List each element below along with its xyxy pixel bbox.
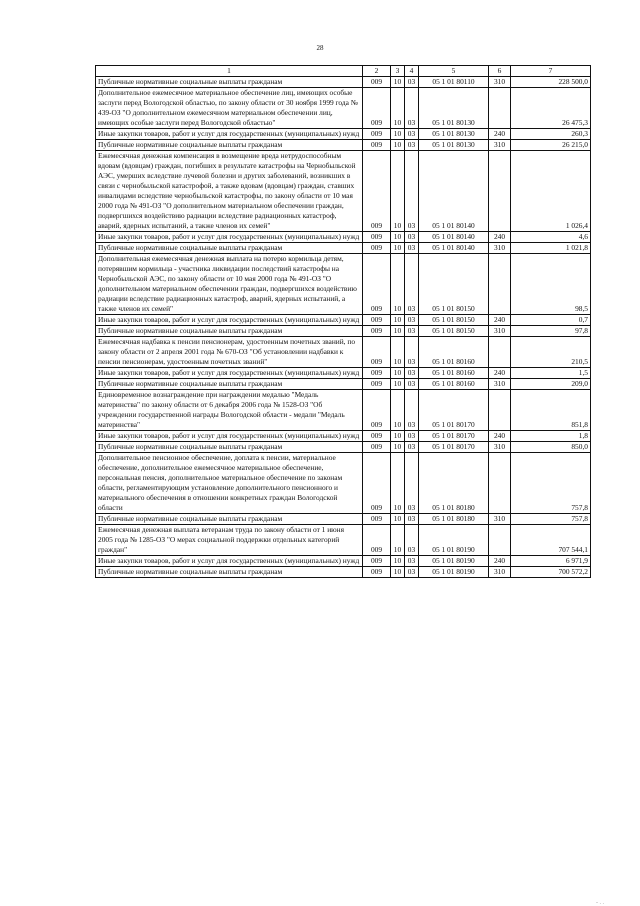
row-target-article: 05 1 01 80130 — [419, 129, 489, 140]
row-amount: 1 021,8 — [511, 243, 591, 254]
row-expense-type: 310 — [489, 243, 511, 254]
row-description: Иные закупки товаров, работ и услуг для государственных (муниципальных) нужд — [96, 129, 363, 140]
table-row — [96, 140, 591, 151]
row-expense-type: 310 — [489, 567, 511, 578]
row-expense-type: 310 — [489, 379, 511, 390]
row-amount: 6 971,9 — [511, 556, 591, 567]
row-ministry-code: 009 — [363, 337, 391, 368]
row-section-code: 10 — [391, 232, 405, 243]
row-ministry-code: 009 — [363, 129, 391, 140]
row-target-article: 05 1 01 80170 — [419, 442, 489, 453]
row-expense-type: 310 — [489, 326, 511, 337]
table-row — [96, 431, 591, 442]
row-section-code: 10 — [391, 379, 405, 390]
table-row — [96, 232, 591, 243]
row-subsection-code: 03 — [405, 525, 419, 556]
table-row — [96, 567, 591, 578]
row-subsection-code: 03 — [405, 254, 419, 315]
row-ministry-code: 009 — [363, 140, 391, 151]
row-subsection-code: 03 — [405, 243, 419, 254]
row-section-code: 10 — [391, 254, 405, 315]
row-target-article: 05 1 01 80110 — [419, 77, 489, 88]
row-amount: 209,0 — [511, 379, 591, 390]
row-expense-type: 310 — [489, 140, 511, 151]
row-description: Иные закупки товаров, работ и услуг для государственных (муниципальных) нужд — [96, 556, 363, 567]
row-description: Публичные нормативные социальные выплаты гражданам — [96, 77, 363, 88]
row-section-code: 10 — [391, 337, 405, 368]
row-amount: 98,5 — [511, 254, 591, 315]
table-row — [96, 525, 591, 556]
row-subsection-code: 03 — [405, 337, 419, 368]
row-expense-type: 310 — [489, 442, 511, 453]
table-row — [96, 326, 591, 337]
row-section-code: 10 — [391, 315, 405, 326]
row-ministry-code: 009 — [363, 243, 391, 254]
table-row — [96, 151, 591, 232]
row-description: Ежемесячная денежная компенсация в возмещение вреда нетрудоспособным вдовам (вдовцам) граждан, погибших в результате катастрофы на Чернобыльской АЭС, умерших вследствие лучевой болезни и других заболеваний, возникших в связи с чернобыльской катастрофой, а также вдовам (вдовцам) граждан, ставших инвалидами вследствие чернобыльской катастрофы, по закону области от 10 мая 2000 года № 491-ОЗ "О дополнительном материальном обеспечении граждан, подвергшихся воздействию радиации вследствие радиационных катастроф, аварий, ядерных испытаний, а также членов их семей" — [96, 151, 363, 232]
row-amount: 707 544,1 — [511, 525, 591, 556]
row-target-article: 05 1 01 80190 — [419, 525, 489, 556]
table-row — [96, 88, 591, 129]
row-amount: 210,5 — [511, 337, 591, 368]
row-amount: 1,8 — [511, 431, 591, 442]
row-subsection-code: 03 — [405, 88, 419, 129]
budget-table — [95, 65, 591, 578]
row-subsection-code: 03 — [405, 140, 419, 151]
row-ministry-code: 009 — [363, 326, 391, 337]
row-amount: 850,0 — [511, 442, 591, 453]
row-expense-type — [489, 390, 511, 431]
row-target-article: 05 1 01 80150 — [419, 315, 489, 326]
row-subsection-code: 03 — [405, 379, 419, 390]
row-description: Дополнительное пенсионное обеспечение, доплата к пенсии, материальное обеспечение, дополнительное ежемесячное материальное обеспечение, персональная пенсия, дополнительное материальное обеспечение по законам области, регламентирующим установление дополнительного пенсионного и материального обеспечения в отношении конкретных граждан Вологодской области — [96, 453, 363, 514]
row-amount: 26 215,0 — [511, 140, 591, 151]
row-target-article: 05 1 01 80170 — [419, 390, 489, 431]
row-amount: 757,8 — [511, 514, 591, 525]
row-ministry-code: 009 — [363, 368, 391, 379]
row-section-code: 10 — [391, 368, 405, 379]
row-amount: 228 500,0 — [511, 77, 591, 88]
row-subsection-code: 03 — [405, 129, 419, 140]
row-description: Ежемесячная денежная выплата ветеранам труда по закону области от 1 июня 2005 года № 1285-ОЗ "О мерах социальной поддержки отдельных категорий граждан" — [96, 525, 363, 556]
table-header-row — [96, 66, 591, 77]
row-section-code: 10 — [391, 140, 405, 151]
row-amount: 1,5 — [511, 368, 591, 379]
row-amount: 4,6 — [511, 232, 591, 243]
row-description: Иные закупки товаров, работ и услуг для государственных (муниципальных) нужд — [96, 315, 363, 326]
column-header: 5 — [419, 66, 489, 77]
row-ministry-code: 009 — [363, 315, 391, 326]
row-subsection-code: 03 — [405, 442, 419, 453]
row-expense-type: 240 — [489, 129, 511, 140]
row-ministry-code: 009 — [363, 567, 391, 578]
row-ministry-code: 009 — [363, 379, 391, 390]
row-subsection-code: 03 — [405, 514, 419, 525]
row-description: Публичные нормативные социальные выплаты гражданам — [96, 379, 363, 390]
table-row — [96, 556, 591, 567]
row-ministry-code: 009 — [363, 77, 391, 88]
row-ministry-code: 009 — [363, 88, 391, 129]
row-description: Иные закупки товаров, работ и услуг для государственных (муниципальных) нужд — [96, 232, 363, 243]
row-target-article: 05 1 01 80160 — [419, 337, 489, 368]
row-target-article: 05 1 01 80180 — [419, 453, 489, 514]
row-subsection-code: 03 — [405, 77, 419, 88]
row-section-code: 10 — [391, 151, 405, 232]
row-expense-type — [489, 453, 511, 514]
row-ministry-code: 009 — [363, 390, 391, 431]
row-amount: 26 475,3 — [511, 88, 591, 129]
row-expense-type — [489, 337, 511, 368]
table-row — [96, 337, 591, 368]
table-row — [96, 243, 591, 254]
row-subsection-code: 03 — [405, 390, 419, 431]
row-section-code: 10 — [391, 442, 405, 453]
row-expense-type: 310 — [489, 77, 511, 88]
row-description: Публичные нормативные социальные выплаты гражданам — [96, 514, 363, 525]
row-subsection-code: 03 — [405, 151, 419, 232]
row-section-code: 10 — [391, 243, 405, 254]
row-section-code: 10 — [391, 77, 405, 88]
row-ministry-code: 009 — [363, 254, 391, 315]
row-target-article: 05 1 01 80140 — [419, 151, 489, 232]
row-amount: 260,3 — [511, 129, 591, 140]
column-header: 4 — [405, 66, 419, 77]
row-description: Иные закупки товаров, работ и услуг для государственных (муниципальных) нужд — [96, 431, 363, 442]
row-amount: 700 572,2 — [511, 567, 591, 578]
row-description: Публичные нормативные социальные выплаты гражданам — [96, 140, 363, 151]
row-subsection-code: 03 — [405, 431, 419, 442]
column-header: 1 — [96, 66, 363, 77]
row-target-article: 05 1 01 80150 — [419, 254, 489, 315]
row-target-article: 05 1 01 80190 — [419, 567, 489, 578]
row-section-code: 10 — [391, 390, 405, 431]
row-section-code: 10 — [391, 567, 405, 578]
row-expense-type: 240 — [489, 232, 511, 243]
row-target-article: 05 1 01 80130 — [419, 140, 489, 151]
row-target-article: 05 1 01 80150 — [419, 326, 489, 337]
row-target-article: 05 1 01 80140 — [419, 232, 489, 243]
row-section-code: 10 — [391, 431, 405, 442]
table-row — [96, 442, 591, 453]
row-expense-type — [489, 151, 511, 232]
row-section-code: 10 — [391, 129, 405, 140]
row-ministry-code: 009 — [363, 453, 391, 514]
row-ministry-code: 009 — [363, 442, 391, 453]
row-ministry-code: 009 — [363, 431, 391, 442]
row-expense-type: 240 — [489, 368, 511, 379]
table-row — [96, 254, 591, 315]
row-description: Ежемесячная надбавка к пенсии пенсионерам, удостоенным почетных званий, по закону области от 2 апреля 2001 года № 670-ОЗ "Об установлении надбавки к пенсии пенсионерам, удостоенным почетных званий" — [96, 337, 363, 368]
column-header: 3 — [391, 66, 405, 77]
row-amount: 757,8 — [511, 453, 591, 514]
page-number: 28 — [316, 44, 324, 52]
row-expense-type: 240 — [489, 431, 511, 442]
column-header: 6 — [489, 66, 511, 77]
row-amount: 0,7 — [511, 315, 591, 326]
row-ministry-code: 009 — [363, 151, 391, 232]
row-subsection-code: 03 — [405, 232, 419, 243]
row-subsection-code: 03 — [405, 567, 419, 578]
table-row — [96, 390, 591, 431]
row-expense-type — [489, 525, 511, 556]
row-subsection-code: 03 — [405, 453, 419, 514]
scan-mark: - . . — [596, 900, 604, 906]
column-header: 7 — [511, 66, 591, 77]
row-expense-type: 240 — [489, 315, 511, 326]
row-expense-type: 240 — [489, 556, 511, 567]
row-target-article: 05 1 01 80190 — [419, 556, 489, 567]
row-target-article: 05 1 01 80140 — [419, 243, 489, 254]
row-amount: 97,8 — [511, 326, 591, 337]
row-target-article: 05 1 01 80160 — [419, 368, 489, 379]
row-amount: 851,8 — [511, 390, 591, 431]
table-row — [96, 129, 591, 140]
row-ministry-code: 009 — [363, 525, 391, 556]
row-subsection-code: 03 — [405, 315, 419, 326]
row-description: Дополнительное ежемесячное материальное обеспечение лиц, имеющих особые заслуги перед Вологодской областью, по закону области от 30 ноября 1999 года № 439-ОЗ "О дополнительном ежемесячном материальном обеспечении лиц, имеющих особые заслуги перед Вологодской областью" — [96, 88, 363, 129]
row-description: Дополнительная ежемесячная денежная выплата на потерю кормильца детям, потерявшим кормильца - участника ликвидации последствий катастрофы на Чернобыльской АЭС, по закону области от 10 мая 2000 года № 491-ОЗ "О дополнительном материальном обеспечении граждан, подвергшихся воздействию радиации вследствие радиационных катастроф, аварий, ядерных испытаний, а также членов их семей" — [96, 254, 363, 315]
row-section-code: 10 — [391, 556, 405, 567]
table-row — [96, 514, 591, 525]
column-header: 2 — [363, 66, 391, 77]
row-target-article: 05 1 01 80130 — [419, 88, 489, 129]
row-description: Публичные нормативные социальные выплаты гражданам — [96, 243, 363, 254]
table-row — [96, 453, 591, 514]
row-section-code: 10 — [391, 326, 405, 337]
row-amount: 1 026,4 — [511, 151, 591, 232]
table-row — [96, 379, 591, 390]
row-description: Иные закупки товаров, работ и услуг для государственных (муниципальных) нужд — [96, 368, 363, 379]
row-section-code: 10 — [391, 514, 405, 525]
row-ministry-code: 009 — [363, 514, 391, 525]
row-expense-type — [489, 254, 511, 315]
table-row — [96, 77, 591, 88]
row-subsection-code: 03 — [405, 368, 419, 379]
row-target-article: 05 1 01 80160 — [419, 379, 489, 390]
row-section-code: 10 — [391, 525, 405, 556]
row-description: Публичные нормативные социальные выплаты гражданам — [96, 567, 363, 578]
table-row — [96, 315, 591, 326]
row-ministry-code: 009 — [363, 556, 391, 567]
row-description: Публичные нормативные социальные выплаты гражданам — [96, 442, 363, 453]
row-expense-type: 310 — [489, 514, 511, 525]
row-expense-type — [489, 88, 511, 129]
row-description: Публичные нормативные социальные выплаты гражданам — [96, 326, 363, 337]
row-target-article: 05 1 01 80170 — [419, 431, 489, 442]
row-target-article: 05 1 01 80180 — [419, 514, 489, 525]
row-subsection-code: 03 — [405, 556, 419, 567]
table-row — [96, 368, 591, 379]
row-ministry-code: 009 — [363, 232, 391, 243]
row-subsection-code: 03 — [405, 326, 419, 337]
row-section-code: 10 — [391, 453, 405, 514]
row-section-code: 10 — [391, 88, 405, 129]
row-description: Единовременное вознаграждение при награждении медалью "Медаль материнства" по закону области от 6 декабря 2006 года № 1528-ОЗ "Об учреждении государственной награды Вологодской области - медали "Медаль материнства" — [96, 390, 363, 431]
